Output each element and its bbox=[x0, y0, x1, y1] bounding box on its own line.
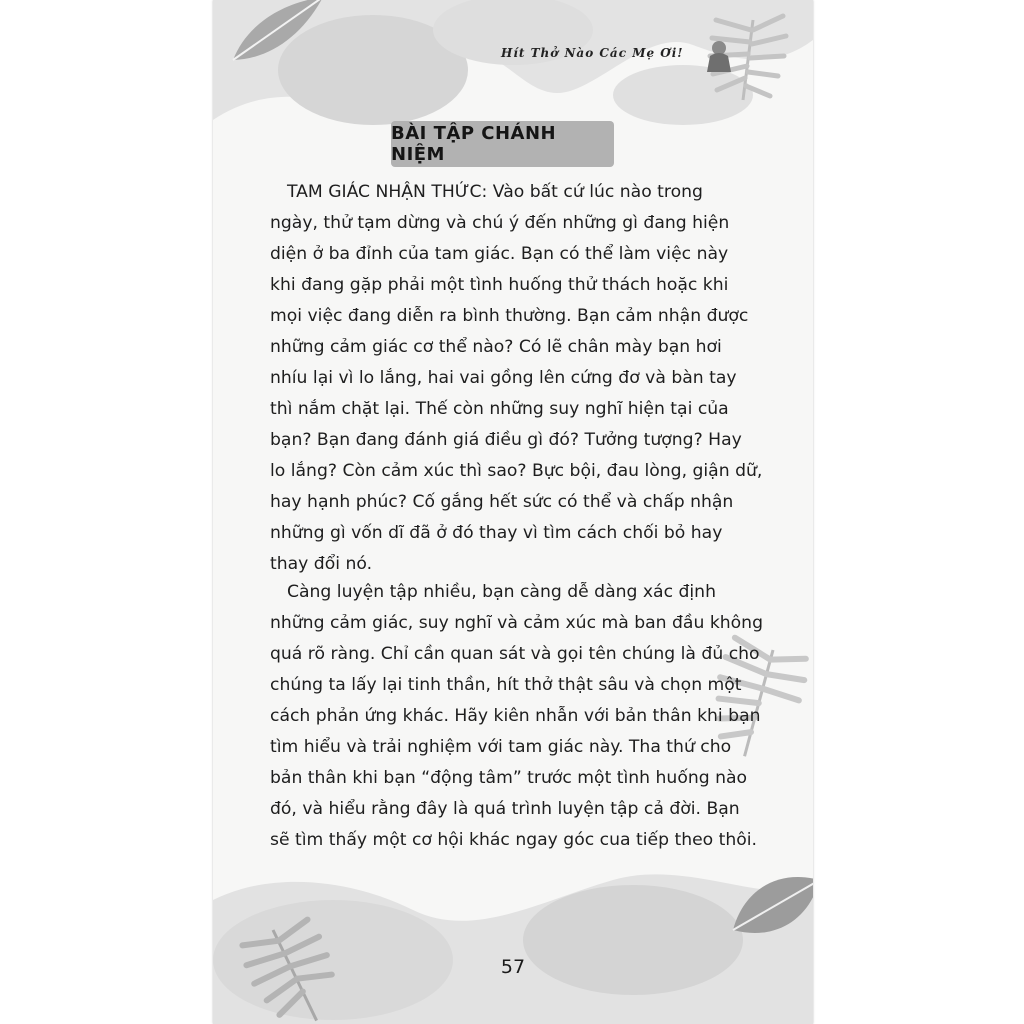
text-line: mọi việc đang diễn ra bình thường. Bạn cảm nhận được bbox=[270, 306, 749, 326]
text-line: thay đổi nó. bbox=[270, 554, 373, 574]
text-line: diện ở ba đỉnh của tam giác. Bạn có thể làm việc này bbox=[270, 244, 729, 264]
paragraph-1 bbox=[270, 177, 770, 580]
text-line: bản thân khi bạn “động tâm” trước một tình huống nào bbox=[270, 768, 748, 788]
text-line: lo lắng? Còn cảm xúc thì sao? Bực bội, đau lòng, giận dữ, bbox=[270, 461, 763, 481]
text-line: bạn? Bạn đang đánh giá điều gì đó? Tưởng tượng? Hay bbox=[270, 430, 742, 450]
text-line: những cảm giác, suy nghĩ và cảm xúc mà ban đầu không bbox=[270, 613, 763, 633]
text-line: đó, và hiểu rằng đây là quá trình luyện tập cả đời. Bạn bbox=[270, 799, 740, 819]
section-title: BÀI TẬP CHÁNH NIỆM bbox=[391, 121, 614, 167]
text-line: nhíu lại vì lo lắng, hai vai gồng lên cứng đơ và bàn tay bbox=[270, 368, 737, 388]
text-line: hay hạnh phúc? Cố gắng hết sức có thể và chấp nhận bbox=[270, 492, 734, 512]
text-line: khi đang gặp phải một tình huống thử thách hoặc khi bbox=[270, 275, 729, 295]
text-line: sẽ tìm thấy một cơ hội khác ngay góc cua tiếp theo thôi. bbox=[270, 830, 758, 850]
text-line: cách phản ứng khác. Hãy kiên nhẫn với bản thân khi bạn bbox=[270, 706, 761, 726]
text-line: những cảm giác cơ thể nào? Có lẽ chân mày bạn hơi bbox=[270, 337, 722, 357]
paragraph-2 bbox=[270, 577, 770, 856]
text-line: thì nắm chặt lại. Thế còn những suy nghĩ hiện tại của bbox=[270, 399, 729, 419]
page-number: 57 bbox=[500, 956, 526, 978]
text-line: những gì vốn dĩ đã ở đó thay vì tìm cách chối bỏ hay bbox=[270, 523, 723, 543]
text-line: quá rõ ràng. Chỉ cần quan sát và gọi tên chúng là đủ cho bbox=[270, 644, 760, 664]
book-page bbox=[213, 0, 813, 1024]
book-title-header: Hít Thở Nào Các Mẹ Ơi! bbox=[501, 46, 684, 60]
text-line: TAM GIÁC NHẬN THỨC: Vào bất cứ lúc nào trong bbox=[287, 182, 703, 202]
text-line: Càng luyện tập nhiều, bạn càng dễ dàng xác định bbox=[287, 582, 716, 602]
text-line: chúng ta lấy lại tinh thần, hít thở thật sâu và chọn một bbox=[270, 675, 742, 695]
text-line: tìm hiểu và trải nghiệm với tam giác này. Tha thứ cho bbox=[270, 737, 732, 757]
text-line: ngày, thử tạm dừng và chú ý đến những gì đang hiện bbox=[270, 213, 730, 233]
